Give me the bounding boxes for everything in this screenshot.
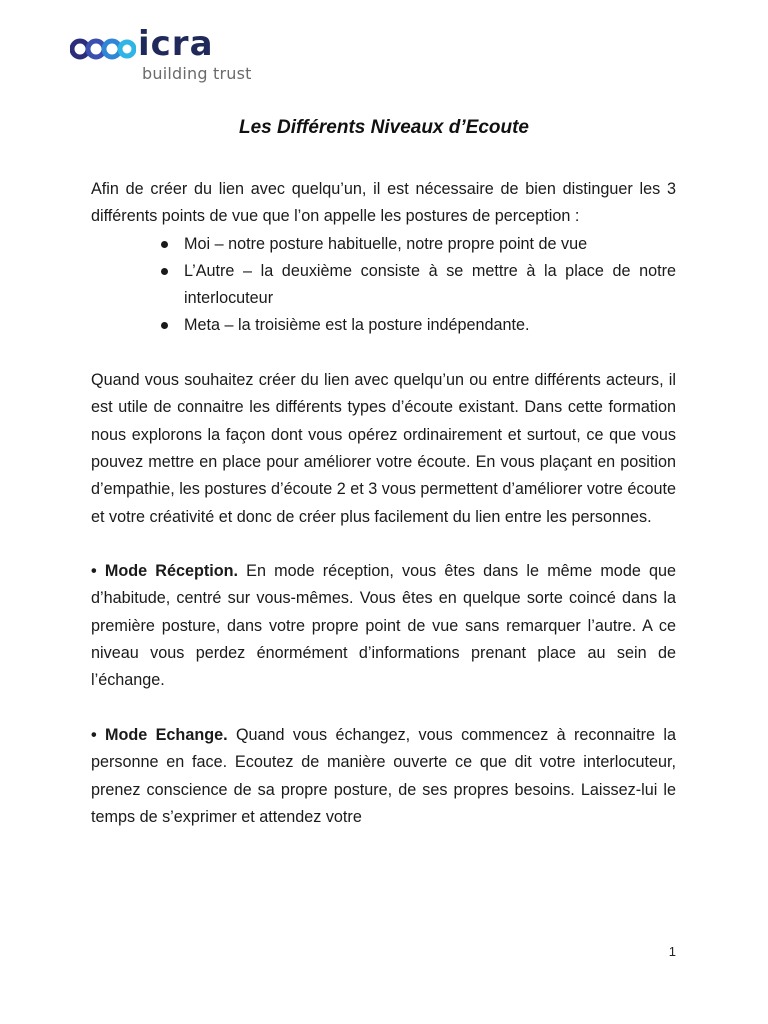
logo-rings-icon (70, 34, 136, 64)
mode-echange-label: • Mode Echange. (91, 725, 228, 744)
listening-types-paragraph: Quand vous souhaitez créer du lien avec quelqu’un ou entre différents acteurs, il est utile de connaitre les différents types d’écoute existant. Dans cette formation nous explorons la façon dont vous opérez ordinairement et surtout, ce que vous pouvez mettre en place pour améliorer votre écoute. En vous plaçant en position d’empathie, les postures d’écoute 2 et 3 vous permettent d’améliorer votre écoute et votre créativité et donc de créer plus facilement du lien entre les personnes. (91, 371, 676, 526)
icra-logo (70, 24, 260, 88)
intro-paragraph: Afin de créer du lien avec quelqu’un, il est nécessaire de bien distinguer les 3 différents points de vue que l’on appelle les postures de perception : (91, 180, 676, 226)
mode-echange-paragraph (91, 722, 676, 831)
mode-reception-text: En mode réception, vous êtes dans le même mode que d’habitude, centré sur vous-mêmes. Vous êtes en quelque sorte coincé dans la première posture, dans votre propre point de vue sans remarquer l’autre. A ce niveau vous perdez énormément d’informations prenant place au sein de l’échange. (91, 562, 676, 690)
document-title: Les Différents Niveaux d’Ecoute (238, 117, 530, 138)
page-number: 1 (668, 944, 676, 959)
list-item: Meta – la troisième est la posture indépendante. (184, 312, 676, 339)
mode-reception-paragraph (91, 558, 676, 694)
mode-echange-text: Quand vous échangez, vous commencez à reconnaitre la personne en face. Ecoutez de manière ouverte ce que dit votre interlocuteur, prenez conscience de sa propre posture, de ses propres besoins. Laissez-lui le temps de s’exprimer et attendez votre (91, 725, 676, 826)
list-item: Moi – notre posture habituelle, notre propre point de vue (184, 231, 676, 258)
perception-postures-list (91, 231, 676, 340)
list-item: L’Autre – la deuxième consiste à se mettre à la place de notre interlocuteur (184, 258, 676, 313)
document-body (91, 176, 676, 831)
logo-tagline: building trust (142, 64, 252, 83)
mode-reception-label: • Mode Réception. (91, 562, 239, 581)
logo-wordmark: icra (138, 24, 214, 64)
